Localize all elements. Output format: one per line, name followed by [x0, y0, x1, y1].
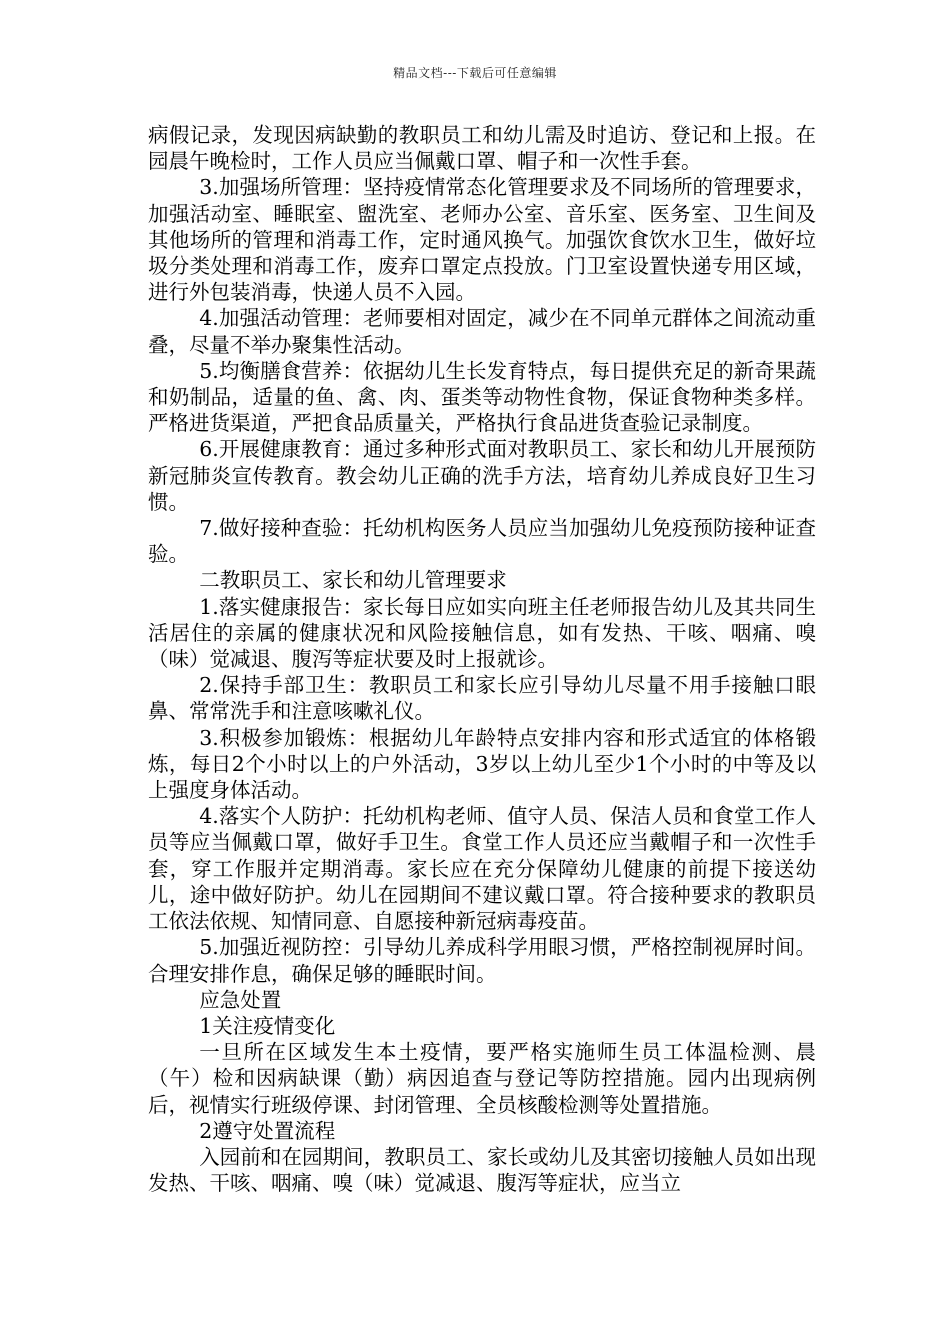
- paragraph-personal-protection: 4.落实个人防护：托幼机构老师、值守人员、保洁人员和食堂工作人员等应当佩戴口罩，做好手卫生。食堂工作人员还应当戴帽子和一次性手套，穿工作服并定期消毒。家长应在充分保障幼儿健康的前提下接送幼儿，途中做好防护。幼儿在园期间不建议戴口罩。符合接种要求的教职员工依法依规、知情同意、自愿接种新冠病毒疫苗。: [148, 804, 816, 934]
- page-header: 精品文档---下载后可任意编辑: [393, 66, 557, 80]
- subheading-procedures: 2遵守处置流程: [199, 1118, 336, 1143]
- paragraph-epidemic-measures: 一旦所在区域发生本土疫情，要严格实施师生员工体温检测、晨（午）检和因病缺课（勤）病因追查与登记等防控措施。园内出现病例后，视情实行班级停课、封闭管理、全员核酸检测等处置措施。: [148, 1040, 816, 1117]
- paragraph-exercise: 3.积极参加锻炼：根据幼儿年龄特点安排内容和形式适宜的体格锻炼，每日2个小时以上的户外活动，3岁以上幼儿至少1个小时的中等及以上强度身体活动。: [148, 725, 816, 803]
- paragraph-health-report: 1.落实健康报告：家长每日应如实向班主任老师报告幼儿及其共同生活居住的亲属的健康状况和风险接触信息，如有发热、干咳、咽痛、嗅（味）觉减退、腹泻等症状要及时上报就诊。: [148, 594, 816, 672]
- paragraph-vaccination-check: 7.做好接种查验：托幼机构医务人员应当加强幼儿免疫预防接种证查验。: [148, 516, 816, 567]
- paragraph-sick-leave-record: 病假记录，发现因病缺勤的教职员工和幼儿需及时追访、登记和上报。在园晨午晚检时，工作人员应当佩戴口罩、帽子和一次性手套。: [148, 123, 816, 174]
- paragraph-procedures: 入园前和在园期间，教职员工、家长或幼儿及其密切接触人员如出现发热、干咳、咽痛、嗅（味）觉减退、腹泻等症状，应当立: [148, 1144, 816, 1196]
- section-heading-emergency: 应急处置: [199, 987, 282, 1012]
- section-heading-staff-management: 二教职员工、家长和幼儿管理要求: [199, 568, 507, 593]
- paragraph-hand-hygiene: 2.保持手部卫生：教职员工和家长应引导幼儿尽量不用手接触口眼鼻、常常洗手和注意咳嗽礼仪。: [148, 673, 816, 724]
- paragraph-myopia-prevention: 5.加强近视防控：引导幼儿养成科学用眼习惯，严格控制视屏时间。合理安排作息，确保足够的睡眠时间。: [148, 935, 816, 986]
- paragraph-venue-management: 3.加强场所管理：坚持疫情常态化管理要求及不同场所的管理要求，加强活动室、睡眠室、盥洗室、老师办公室、音乐室、医务室、卫生间及其他场所的管理和消毒工作，定时通风换气。加强饮食饮水卫生，做好垃圾分类处理和消毒工作，废弃口罩定点投放。门卫室设置快递专用区域，进行外包装消毒，快递人员不入园。: [148, 175, 816, 305]
- subheading-epidemic-watch: 1关注疫情变化: [199, 1013, 336, 1038]
- paragraph-nutrition: 5.均衡膳食营养：依据幼儿生长发育特点，每日提供充足的新奇果蔬和奶制品，适量的鱼、禽、肉、蛋类等动物性食物，保证食物种类多样。严格进货渠道，严把食品质量关，严格执行食品进货查验记录制度。: [148, 358, 816, 436]
- paragraph-activity-management: 4.加强活动管理：老师要相对固定，减少在不同单元群体之间流动重叠，尽量不举办聚集性活动。: [148, 306, 816, 357]
- document-body: [148, 122, 816, 1196]
- paragraph-health-education: 6.开展健康教育：通过多种形式面对教职员工、家长和幼儿开展预防新冠肺炎宣传教育。教会幼儿正确的洗手方法，培育幼儿养成良好卫生习惯。: [148, 437, 816, 514]
